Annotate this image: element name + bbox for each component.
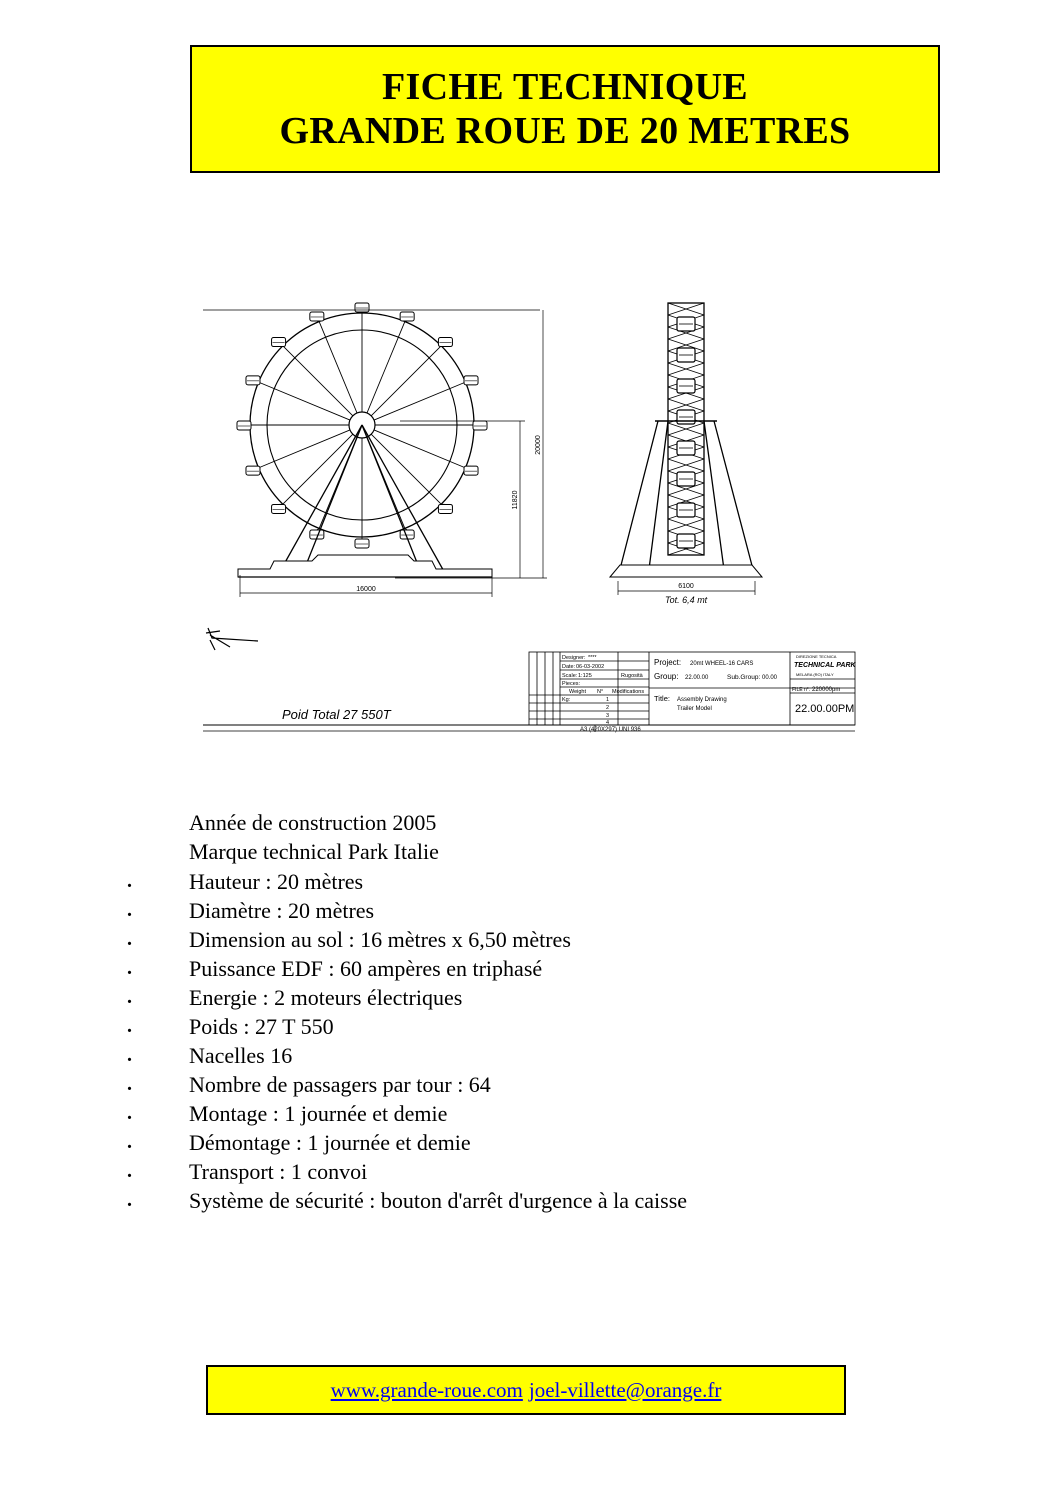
support-leg [278, 425, 362, 575]
bullet-dot: . [127, 957, 132, 979]
construction-year: Année de construction 2005 [189, 810, 437, 835]
wheel-spoke [371, 346, 441, 416]
gondola [272, 504, 286, 513]
spec-text: Puissance EDF : 60 ampères en triphasé [189, 956, 543, 981]
wheel-spoke [374, 430, 465, 468]
dim-height-total-label: 20000 [535, 435, 542, 455]
scale-value: 1:125 [578, 673, 592, 679]
bullet-dot: . [127, 1102, 132, 1124]
bullet-dot: . [127, 870, 132, 892]
file-value: 220000pm [812, 687, 841, 693]
email-link[interactable]: joel-villette@orange.fr [528, 1377, 722, 1402]
website-link[interactable]: www.grande-roue.com [330, 1377, 523, 1402]
bullet-dot: . [127, 928, 132, 950]
side-base [610, 565, 762, 577]
project-label: Project: [654, 658, 682, 667]
bullet-dot: . [127, 986, 132, 1008]
gondola [464, 466, 478, 475]
modifications-label: Modifications [612, 689, 645, 695]
support-leg [362, 425, 422, 575]
dim-width-label: 16000 [356, 586, 376, 593]
bullet-dot: . [127, 1044, 132, 1066]
title-value-1: Assembly Drawing [677, 697, 727, 703]
weight-label: Weight [569, 689, 587, 695]
gondola [400, 312, 414, 321]
drawing-code: 22.00.00PM [795, 703, 855, 715]
file-label: FILE n°. [792, 687, 811, 693]
wheel-spoke [319, 322, 357, 413]
contact-footer [206, 1365, 846, 1415]
gondola [355, 303, 369, 312]
gondola [438, 504, 452, 513]
row-1: 1 [606, 697, 610, 703]
wheel-spoke [259, 382, 350, 420]
row-2: 2 [606, 705, 610, 711]
gondola [310, 312, 324, 321]
spec-text: Energie : 2 moteurs électriques [189, 985, 463, 1010]
gondola [355, 539, 369, 548]
support-leg [302, 425, 362, 575]
spec-text: Système de sécurité : bouton d'arrêt d'urgence à la caisse [189, 1188, 688, 1213]
designer-value: **** [588, 655, 597, 661]
company-logo: TECHNICAL PARK [794, 662, 856, 669]
gondola [473, 421, 487, 430]
handwritten-base-note: Tot. 6,4 mt [665, 595, 708, 605]
gondola [464, 376, 478, 385]
support-leg [362, 425, 446, 575]
group-value: 22.00.00 [685, 675, 709, 681]
gondola [272, 338, 286, 347]
scale-label: Scale: [562, 673, 578, 679]
row-4: 4 [606, 720, 610, 726]
title-label: Title: [654, 694, 670, 703]
scribble-symbol [206, 628, 258, 650]
handwritten-total-weight: Poid Total 27 550T [282, 707, 391, 722]
spec-text: Démontage : 1 journée et demie [189, 1130, 471, 1155]
wheel-side-view [610, 303, 762, 577]
company-city: MELARA (RO) ITALY [796, 672, 834, 677]
wheel-front-view [237, 303, 492, 577]
spec-text: Poids : 27 T 550 [189, 1014, 334, 1039]
weight-unit: Kg: [562, 697, 571, 703]
wheel-spoke [367, 322, 405, 413]
spec-text: Dimension au sol : 16 mètres x 6,50 mètres [189, 927, 571, 952]
wheel-spoke [371, 434, 441, 504]
brand: Marque technical Park Italie [189, 839, 439, 864]
bullet-dot: . [127, 1131, 132, 1153]
bullet-dot: . [127, 1189, 132, 1211]
wheel-spoke [283, 434, 353, 504]
paper-format: A3 (420X297) UNI 936 [580, 727, 641, 733]
title-banner [190, 45, 940, 173]
designer-label: Designer: [562, 655, 586, 661]
spec-text: Transport : 1 convoi [189, 1159, 368, 1184]
trailer-base [238, 555, 492, 577]
gondola [246, 376, 260, 385]
spec-text: Hauteur : 20 mètres [189, 869, 364, 894]
title-value-2: Trailer Model [677, 706, 712, 712]
spec-text: Nombre de passagers par tour : 64 [189, 1072, 491, 1097]
dim-base-label: 6100 [678, 583, 694, 590]
pieces-label: Pieces: [562, 681, 581, 687]
spec-text: Diamètre : 20 mètres [189, 898, 375, 923]
bullet-dot: . [127, 1073, 132, 1095]
bullet-dot: . [127, 1160, 132, 1182]
spec-text: Nacelles 16 [189, 1043, 293, 1068]
company-top: DIREZIONE TECNICA [796, 654, 837, 659]
project-value: 20mt WHEEL-16 CARS [690, 661, 754, 667]
date-label: Date: [562, 664, 576, 670]
dim-height-axis-label: 11820 [512, 490, 519, 510]
page-subtitle: GRANDE ROUE DE 20 METRES [279, 110, 851, 152]
wheel-spoke [259, 430, 350, 468]
page-title: FICHE TECHNIQUE [382, 66, 748, 108]
roughness-label: Rugosità [621, 673, 643, 679]
ferris-wheel-technical-drawing [200, 295, 860, 740]
bullet-dot: . [127, 899, 132, 921]
general-info [189, 808, 439, 866]
subgroup-value: 00.00 [762, 675, 778, 681]
spec-text: Montage : 1 journée et demie [189, 1101, 448, 1126]
gondola [246, 466, 260, 475]
gondola [237, 421, 251, 430]
date-value: 06-03-2002 [576, 664, 605, 670]
row-3: 3 [606, 713, 610, 719]
subgroup-label: Sub.Group: [727, 674, 761, 681]
wheel-spoke [283, 346, 353, 416]
n-label: N° [597, 689, 604, 695]
wheel-spoke [374, 382, 465, 420]
bullet-dot: . [127, 1015, 132, 1037]
gondola [438, 338, 452, 347]
group-label: Group: [654, 672, 679, 681]
